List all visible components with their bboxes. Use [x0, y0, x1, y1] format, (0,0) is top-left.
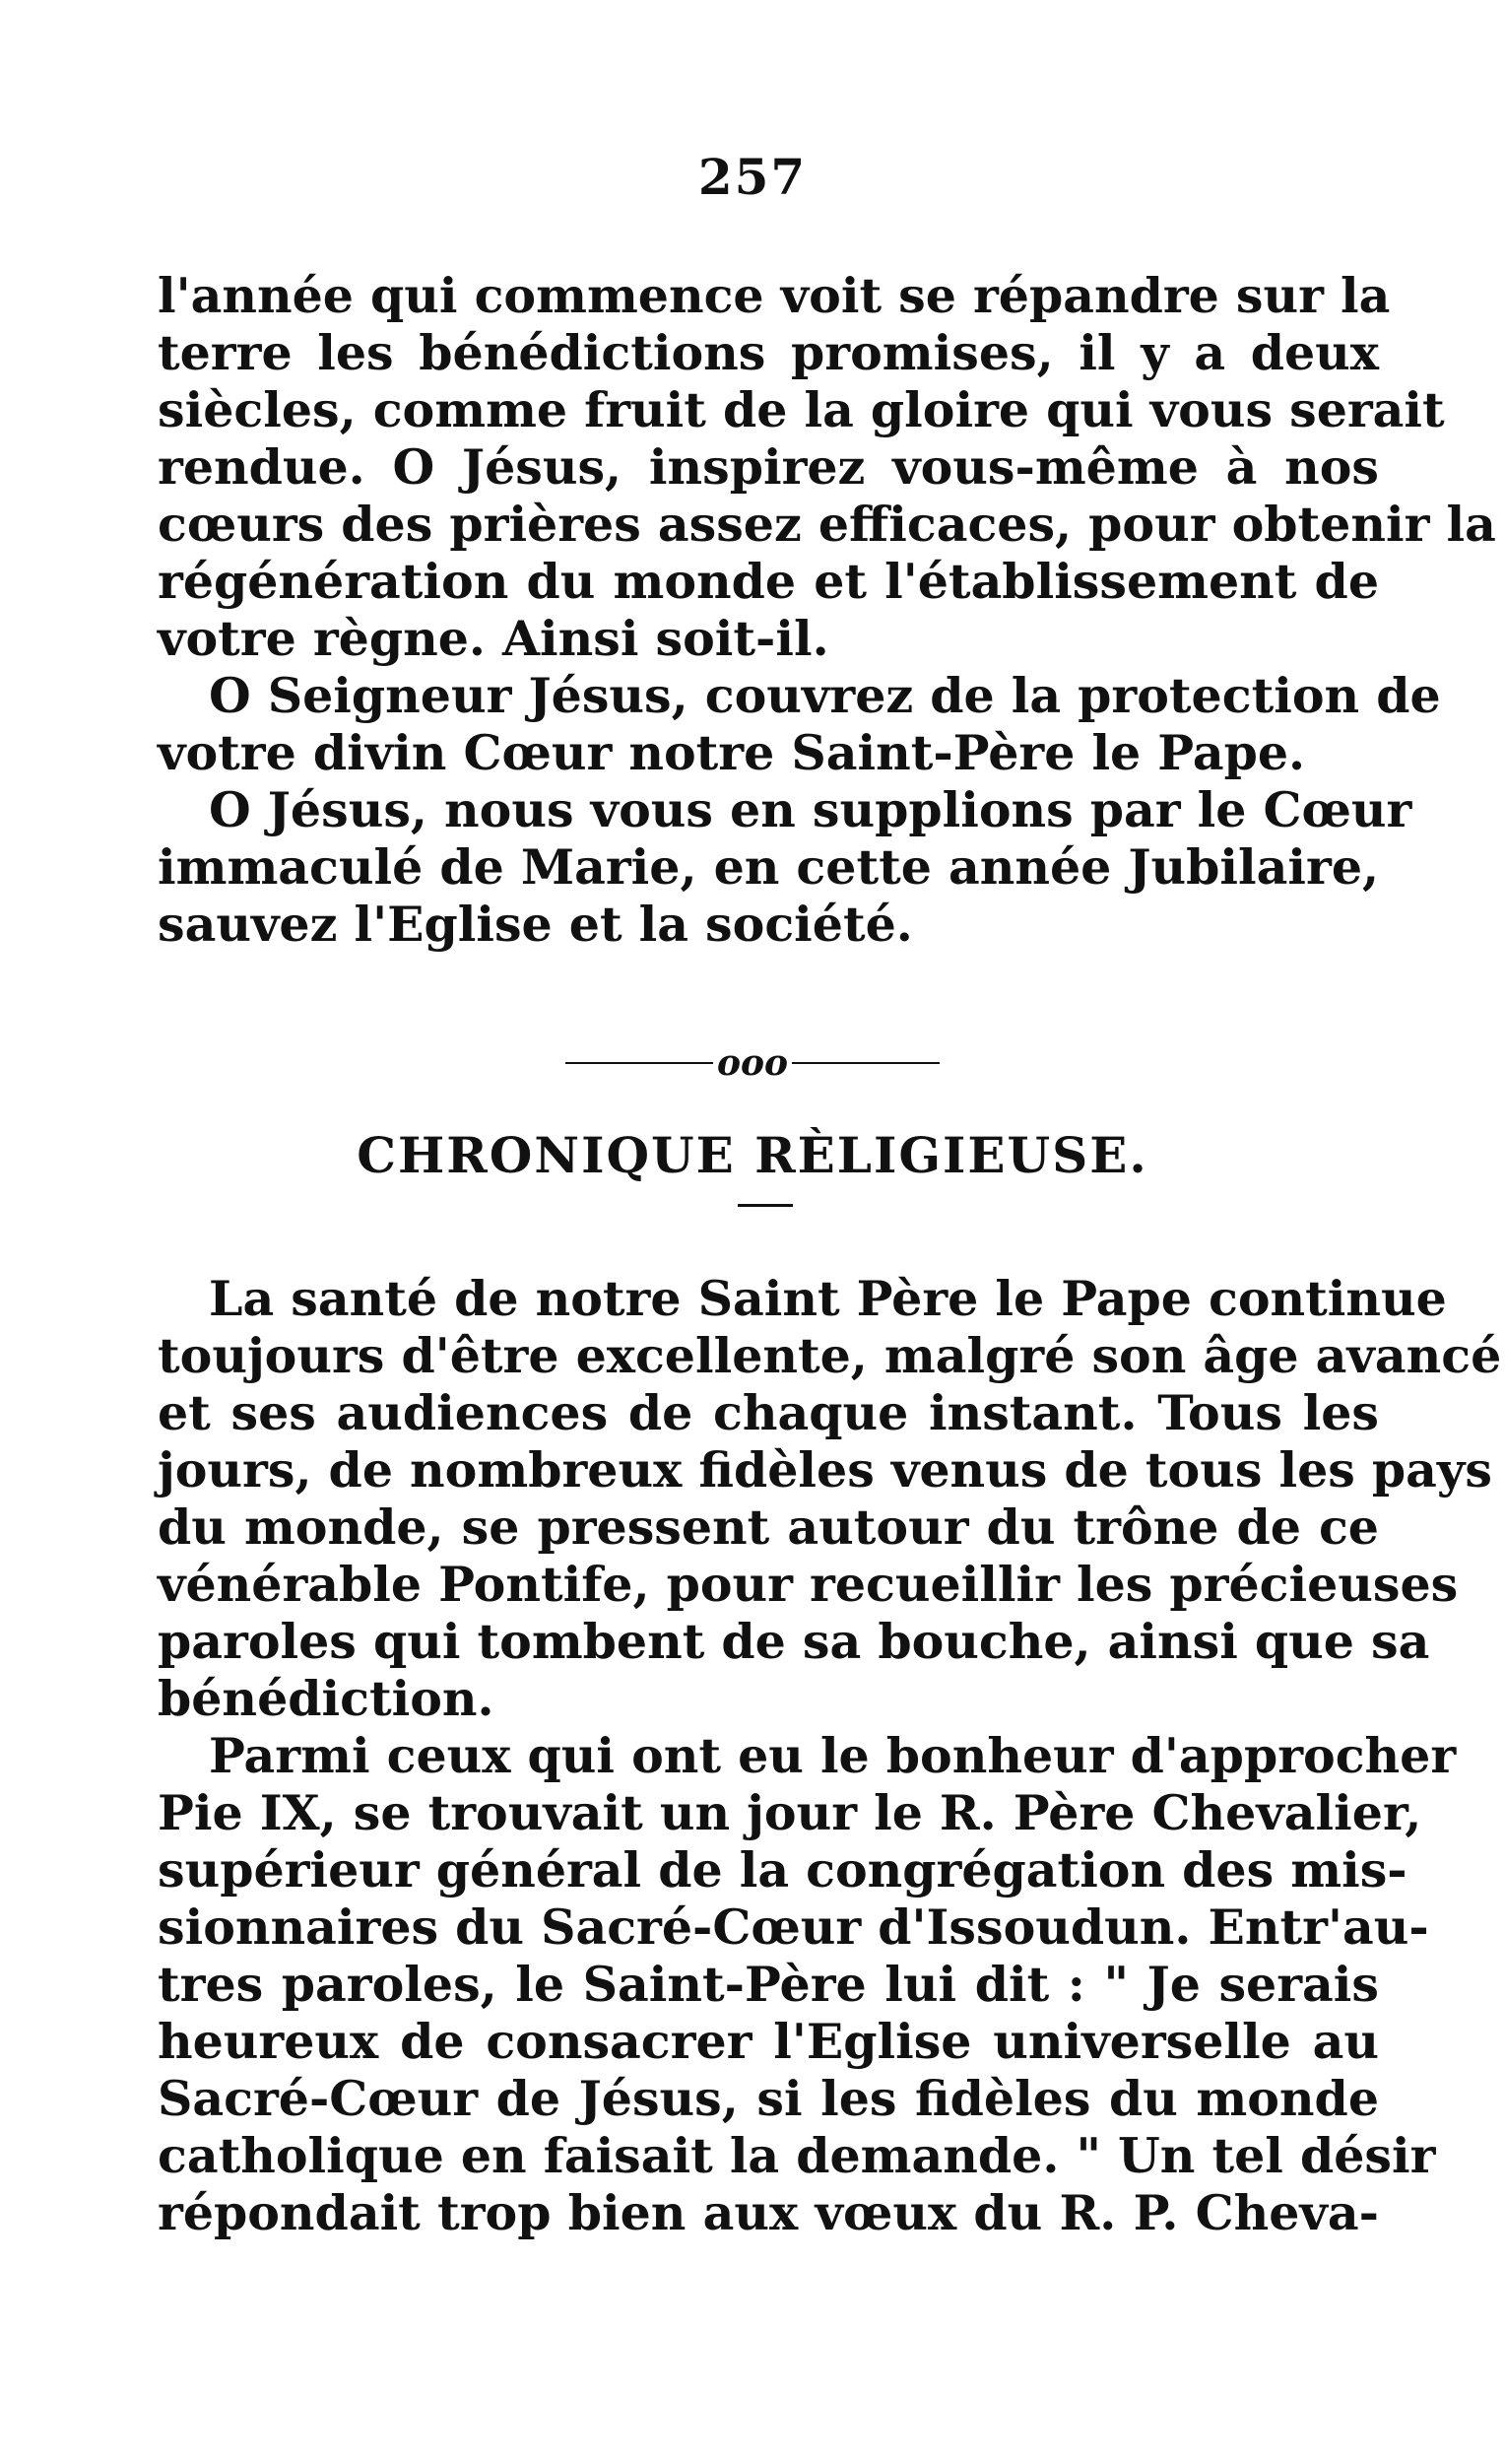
text-line: régénération du monde et l'établissement de — [158, 553, 1379, 610]
text-line: tres paroles, le Saint-Père lui dit : " Je serais — [158, 1956, 1379, 2013]
text-line: Sacré-Cœur de Jésus, si les fidèles du monde — [158, 2070, 1379, 2127]
text-line: O Seigneur Jésus, couvrez de la protection de — [209, 667, 1441, 724]
page-number: 257 — [697, 148, 808, 206]
separator-rule-left — [565, 1062, 713, 1064]
text-line: Parmi ceux qui ont eu le bonheur d'approcher — [209, 1727, 1457, 1784]
section-separator — [0, 1042, 1505, 1084]
text-line: terre les bénédictions promises, il y a deux — [158, 324, 1379, 381]
text-line: immaculé de Marie, en cette année Jubilaire, — [158, 838, 1380, 896]
text-line: et ses audiences de chaque instant. Tous les — [158, 1384, 1379, 1441]
title-underline — [738, 1204, 793, 1207]
separator-rule-right — [792, 1062, 940, 1064]
text-line: vénérable Pontife, pour recueillir les précieuses — [158, 1556, 1459, 1613]
text-line: O Jésus, nous vous en supplions par le Cœur — [209, 781, 1412, 838]
text-line: rendue. O Jésus, inspirez vous-même à nos — [158, 438, 1379, 496]
text-line: supérieur général de la congrégation des mis- — [158, 1841, 1407, 1898]
separator-mark: ooo — [716, 1042, 789, 1084]
text-line: heureux de consacrer l'Eglise universelle au — [158, 2013, 1379, 2070]
text-line: répondait trop bien aux vœux du R. P. Cheva- — [158, 2184, 1379, 2241]
text-line: La santé de notre Saint Père le Pape continue — [209, 1270, 1447, 1327]
text-line: du monde, se pressent autour du trône de ce — [158, 1498, 1379, 1556]
text-line: l'année qui commence voit se répandre sur la — [158, 267, 1391, 324]
text-line: paroles qui tombent de sa bouche, ainsi que sa — [158, 1613, 1430, 1670]
text-line: Pie IX, se trouvait un jour le R. Père Chevalier, — [158, 1784, 1422, 1841]
text-line: jours, de nombreux fidèles venus de tous les pays — [158, 1441, 1492, 1498]
text-line: cœurs des prières assez efficaces, pour obtenir la — [158, 496, 1496, 553]
text-line: catholique en faisait la demande. " Un tel désir — [158, 2127, 1436, 2184]
section-title: CHRONIQUE RÈLIGIEUSE. — [357, 1126, 1148, 1184]
text-line: siècles, comme fruit de la gloire qui vous serait — [158, 381, 1445, 438]
text-line: sionnaires du Sacré-Cœur d'Issoudun. Entr'au- — [158, 1898, 1429, 1956]
text-line: votre divin Cœur notre Saint-Père le Pape. — [158, 724, 1306, 781]
text-line: toujours d'être excellente, malgré son âge avancé — [158, 1327, 1502, 1384]
text-line: sauvez l'Eglise et la société. — [158, 896, 913, 953]
text-line: votre règne. Ainsi soit-il. — [158, 610, 829, 667]
text-line: bénédiction. — [158, 1670, 494, 1727]
